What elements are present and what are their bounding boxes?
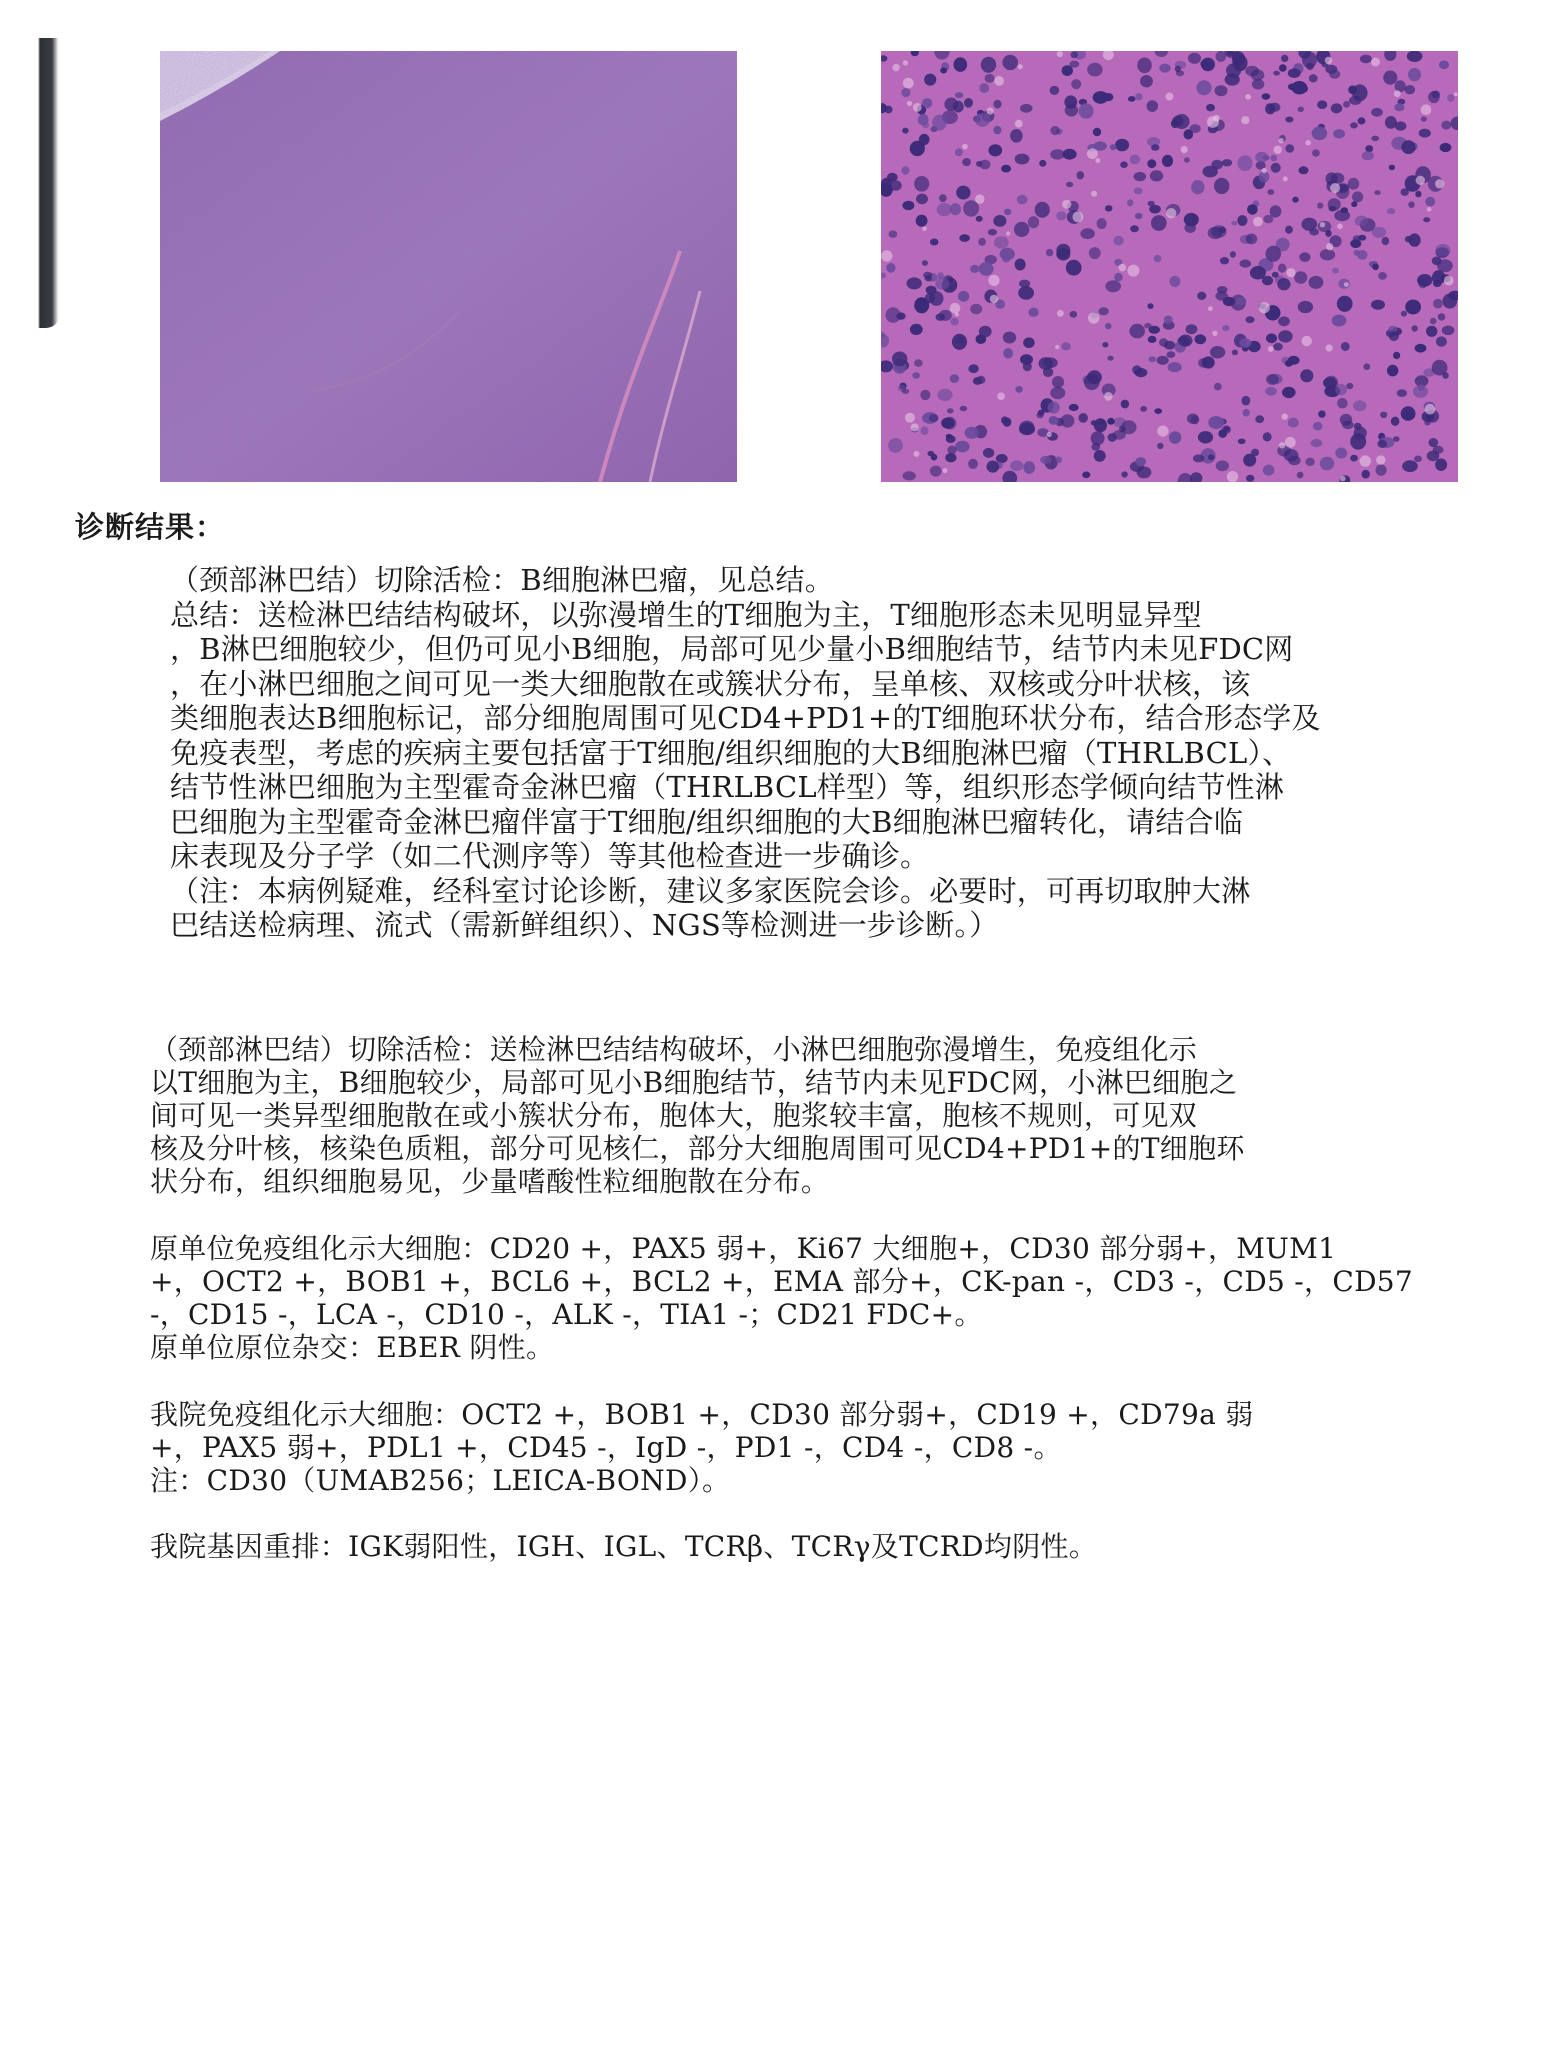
ihc-original-line: -，CD15 -，LCA -，CD10 -，ALK -，TIA1 -；CD21 FDC+。 xyxy=(150,1298,983,1331)
diagnosis-line: 总结：送检淋巴结结构破坏，以弥漫增生的T细胞为主，T细胞形态未见明显异型 xyxy=(170,597,1202,632)
ihc-ours-line: 注：CD30（UMAB256；LEICA-BOND）。 xyxy=(150,1464,731,1497)
histology-image-low-power xyxy=(160,51,737,482)
ihc-original-line: 原单位原位杂交：EBER 阴性。 xyxy=(150,1331,555,1364)
diagnosis-line: 免疫表型，考虑的疾病主要包括富于T细胞/组织细胞的大B细胞淋巴瘤（THRLBCL）、 xyxy=(170,735,1292,770)
description-line: （颈部淋巴结）切除活检：送检淋巴结结构破坏，小淋巴细胞弥漫增生，免疫组化示 xyxy=(150,1033,1198,1066)
histology-high-power-graphic xyxy=(881,51,1458,482)
histology-image-high-power xyxy=(881,51,1458,482)
description-line: 以T细胞为主，B细胞较少，局部可见小B细胞结节，结节内未见FDC网，小淋巴细胞之 xyxy=(150,1066,1238,1099)
ihc-our-hospital xyxy=(150,1398,1254,1497)
side-scroll-handle xyxy=(0,38,60,328)
diagnosis-line: （注：本病例疑难，经科室讨论诊断，建议多家医院会诊。必要时，可再切取肿大淋 xyxy=(170,873,1251,908)
gene-rearrangement xyxy=(150,1530,1097,1563)
ihc-ours-line: 我院免疫组化示大细胞：OCT2 +，BOB1 +，CD30 部分弱+，CD19 +，CD79a 弱 xyxy=(150,1398,1254,1431)
diagnosis-line: ，B淋巴细胞较少，但仍可见小B细胞，局部可见少量小B细胞结节，结节内未见FDC网 xyxy=(170,632,1294,666)
diagnosis-line: ，在小淋巴细胞之间可见一类大细胞散在或簇状分布，呈单核、双核或分叶状核，该 xyxy=(170,666,1251,701)
histology-low-power-graphic xyxy=(160,51,737,482)
ihc-original-line: +，OCT2 +，BOB1 +，BCL6 +，BCL2 +，EMA 部分+，CK-pan -，CD3 -，CD5 -，CD57 xyxy=(150,1265,1414,1298)
ihc-original-unit xyxy=(150,1232,1413,1364)
description-line: 状分布，组织细胞易见，少量嗜酸性粒细胞散在分布。 xyxy=(150,1165,830,1198)
diagnosis-line: （颈部淋巴结）切除活检：B细胞淋巴瘤，见总结。 xyxy=(170,563,834,597)
diagnosis-text xyxy=(170,563,1321,943)
description-line: 间可见一类异型细胞散在或小簇状分布，胞体大，胞浆较丰富，胞核不规则，可见双 xyxy=(150,1099,1198,1132)
diagnosis-line: 结节性淋巴细胞为主型霍奇金淋巴瘤（THRLBCL样型）等，组织形态学倾向结节性淋 xyxy=(170,770,1285,804)
diagnosis-line: 床表现及分子学（如二代测序等）等其他检查进一步确诊。 xyxy=(170,839,930,873)
gene-line: 我院基因重排：IGK弱阳性，IGH、IGL、TCRβ、TCRγ及TCRD均阴性。 xyxy=(150,1530,1098,1563)
ihc-ours-line: +，PAX5 弱+，PDL1 +，CD45 -，IgD -，PD1 -，CD4 -，CD8 -。 xyxy=(150,1431,1062,1464)
diagnosis-line: 类细胞表达B细胞标记，部分细胞周围可见CD4+PD1+的T细胞环状分布，结合形态学及 xyxy=(170,701,1321,735)
diagnosis-heading: 诊断结果： xyxy=(75,510,226,544)
pathology-description xyxy=(150,1033,1245,1198)
diagnosis-line: 巴结送检病理、流式（需新鲜组织）、NGS等检测进一步诊断。） xyxy=(170,908,999,942)
ihc-original-line: 原单位免疫组化示大细胞：CD20 +，PAX5 弱+，Ki67 大细胞+，CD30 部分弱+，MUM1 xyxy=(150,1232,1337,1265)
diagnosis-line: 巴细胞为主型霍奇金淋巴瘤伴富于T细胞/组织细胞的大B细胞淋巴瘤转化，请结合临 xyxy=(170,804,1244,839)
description-line: 核及分叶核，核染色质粗，部分可见核仁，部分大细胞周围可见CD4+PD1+的T细胞环 xyxy=(150,1132,1245,1165)
